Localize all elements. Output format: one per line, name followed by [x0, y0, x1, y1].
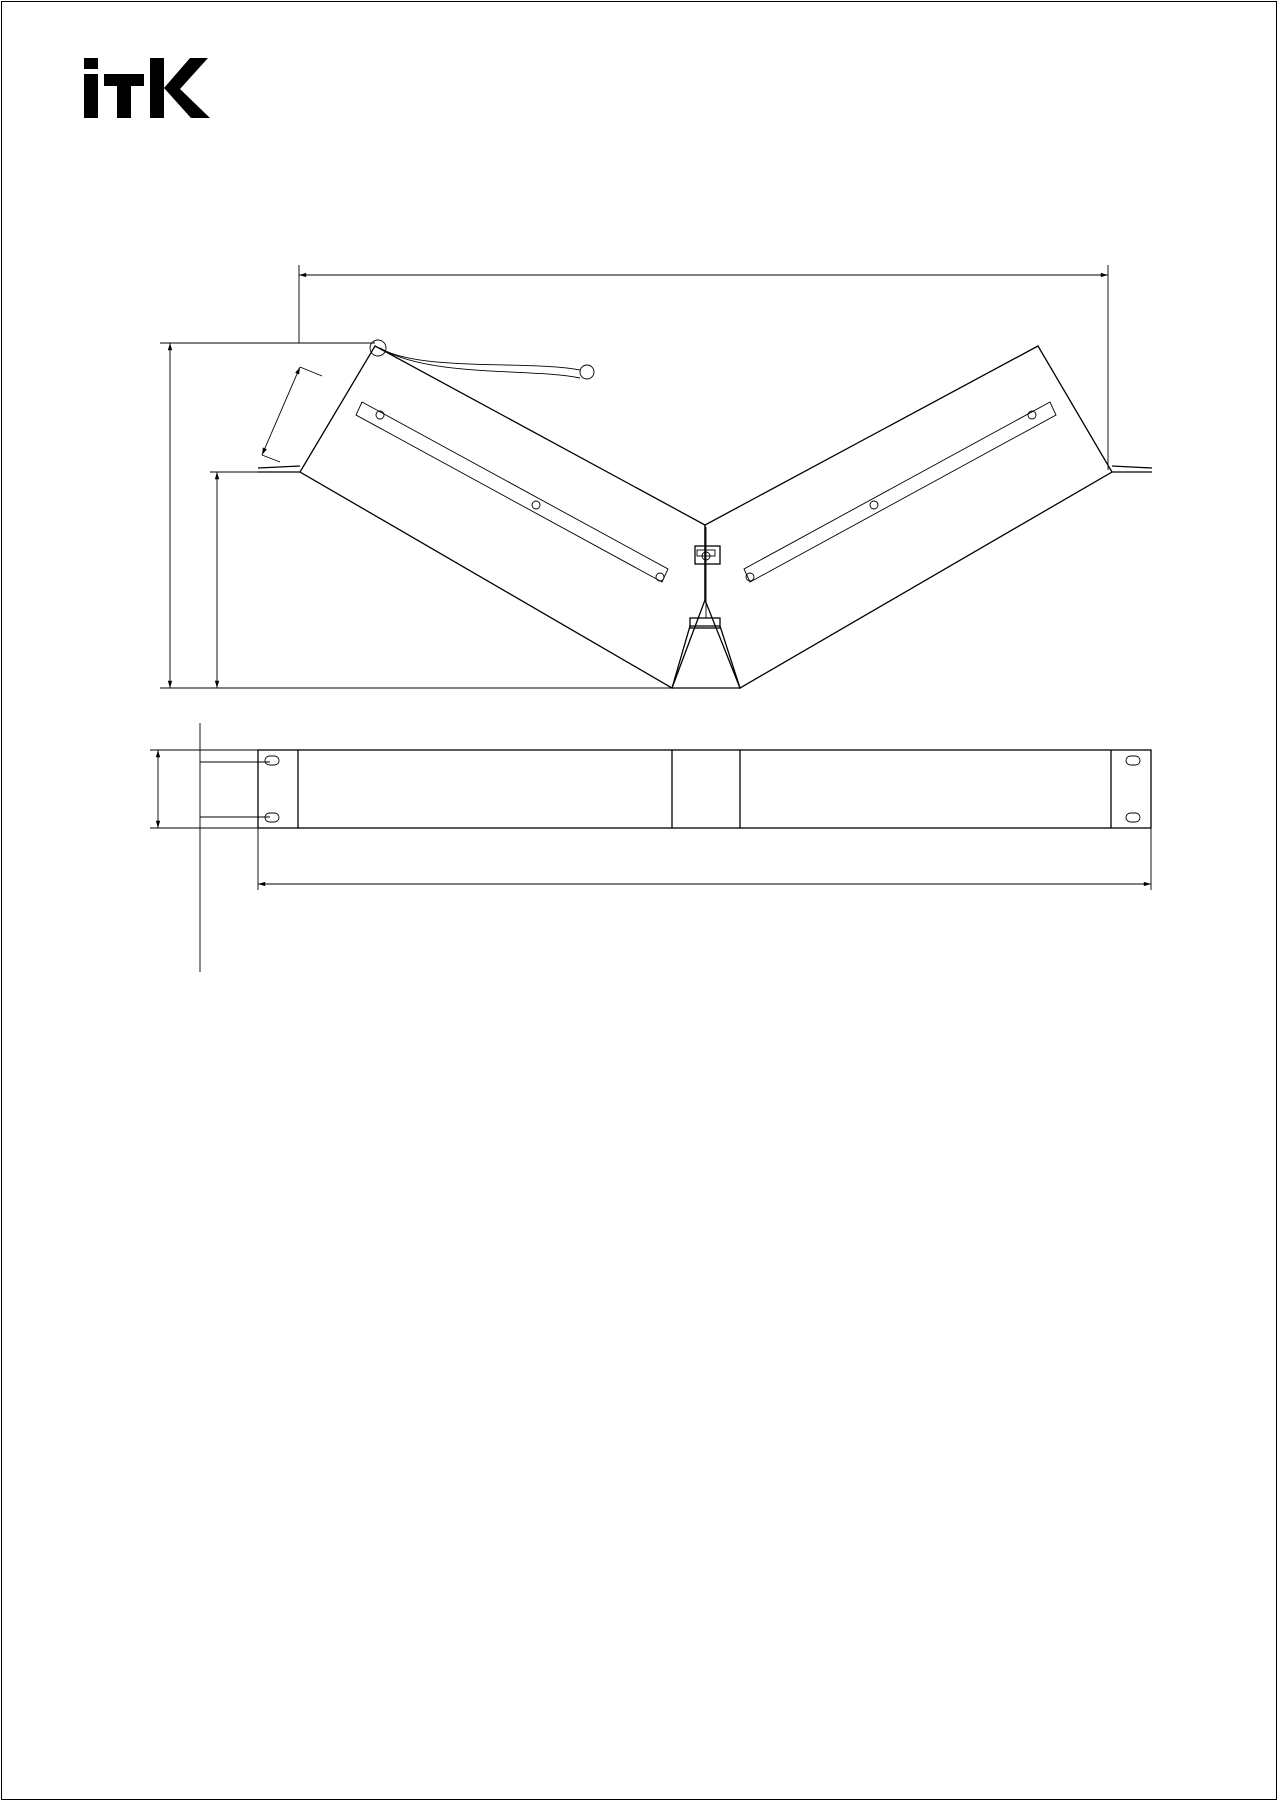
- left-wing: [258, 340, 705, 688]
- right-wing: [705, 346, 1152, 688]
- front-panel: [258, 750, 1151, 828]
